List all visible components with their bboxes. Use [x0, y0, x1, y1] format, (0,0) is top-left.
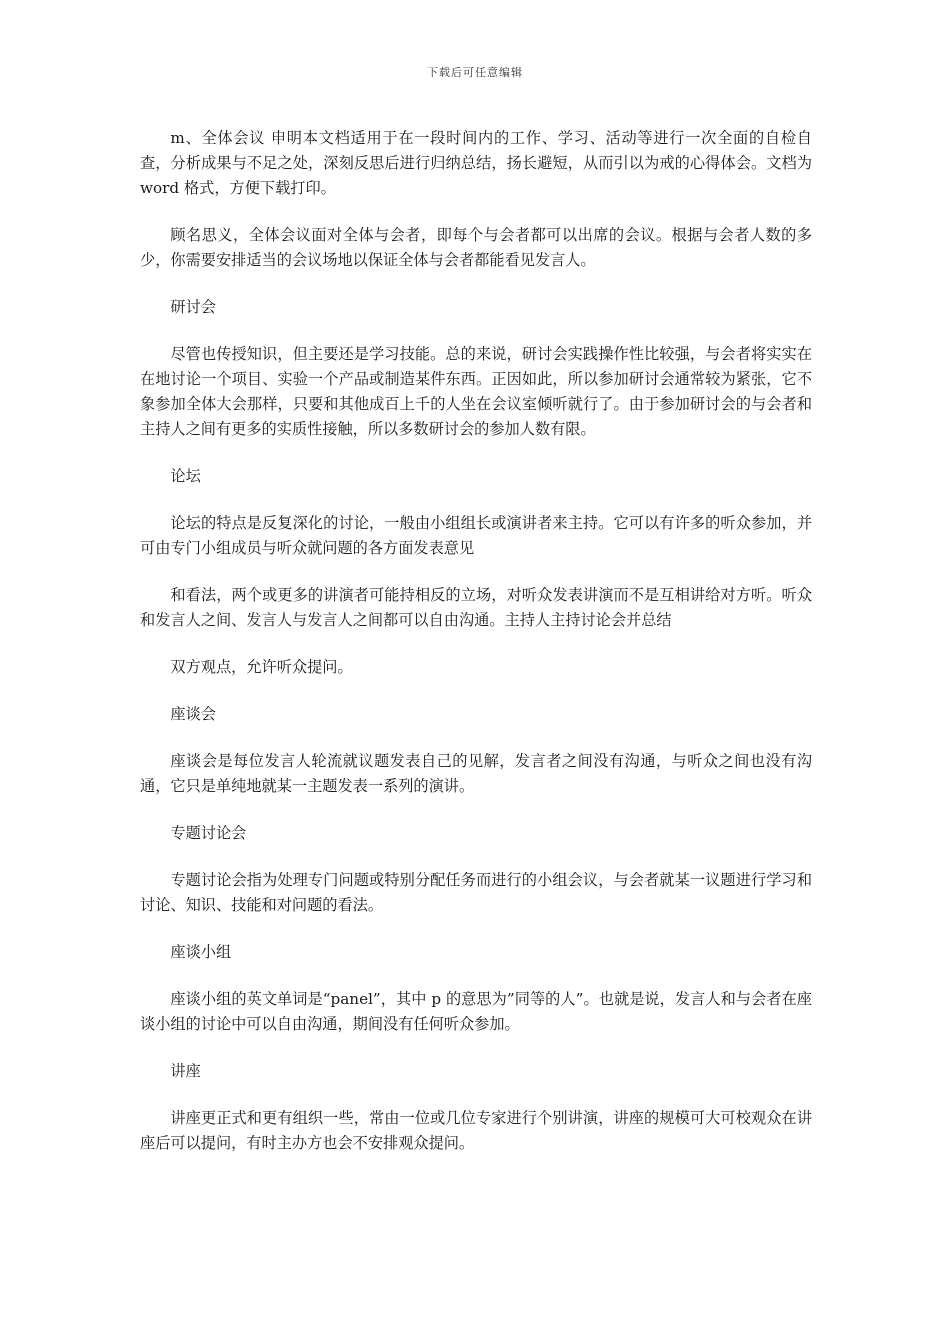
paragraph-lecture: 讲座更正式和更有组织一些，常由一位或几位专家进行个别讲演，讲座的规模可大可校观众在讲座后可以提问，有时主办方也会不安排观众提问。	[140, 1109, 812, 1152]
paragraph-forum-3: 双方观点，允许听众提问。	[170, 658, 353, 676]
paragraph-workshop: 专题讨论会指为处理专门问题或特别分配任务而进行的小组会议，与会者就某一议题进行学习和讨论、知识、技能和对问题的看法。	[140, 871, 812, 914]
section-heading-workshop: 专题讨论会	[170, 824, 247, 842]
paragraph-panel: 座谈小组的英文单词是“panel”，其中 p 的意思为”同等的人”。也就是说，发言人和与会者在座谈小组的讨论中可以自由沟通，期间没有任何听众参加。	[140, 990, 812, 1033]
paragraph-forum-2: 和看法，两个或更多的讲演者可能持相反的立场，对听众发表讲演而不是互相讲给对方听。听众和发言人之间、发言人与发言人之间都可以自由沟通。主持人主持讨论会并总结	[140, 586, 812, 629]
paragraph-forum-1: 论坛的特点是反复深化的讨论，一般由小组组长或演讲者来主持。它可以有许多的听众参加，并可由专门小组成员与听众就问题的各方面发表意见	[140, 514, 812, 557]
section-heading-symposium: 座谈会	[170, 705, 216, 723]
section-heading-lecture: 讲座	[170, 1062, 201, 1080]
page-header: 下载后可任意编辑	[427, 66, 523, 79]
paragraph-plenary-desc: 顾名思义，全体会议面对全体与会者，即每个与会者都可以出席的会议。根据与会者人数的多少，你需要安排适当的会议场地以保证全体与会者都能看见发言人。	[140, 226, 812, 269]
document-body	[140, 126, 812, 1178]
paragraph-plenary-intro: m、全体会议 申明本文档适用于在一段时间内的工作、学习、活动等进行一次全面的自检自查，分析成果与不足之处，深刻反思后进行归纳总结，扬长避短，从而引以为戒的心得体会。文档为 word 格式，方便下载打印。	[140, 129, 812, 197]
paragraph-seminar: 尽管也传授知识，但主要还是学习技能。总的来说，研讨会实践操作性比较强，与会者将实实在在地讨论一个项目、实验一个产品或制造某件东西。正因如此，所以参加研讨会通常较为紧张，它不象参加全体大会那样，只要和其他成百上千的人坐在会议室倾听就行了。由于参加研讨会的与会者和主持人之间有更多的实质性接触，所以多数研讨会的参加人数有限。	[140, 345, 812, 438]
section-heading-forum: 论坛	[170, 467, 201, 485]
section-heading-seminar: 研讨会	[170, 298, 216, 316]
paragraph-symposium: 座谈会是每位发言人轮流就议题发表自己的见解，发言者之间没有沟通，与听众之间也没有沟通，它只是单纯地就某一主题发表一系列的演讲。	[140, 752, 812, 795]
section-heading-panel: 座谈小组	[170, 943, 232, 961]
